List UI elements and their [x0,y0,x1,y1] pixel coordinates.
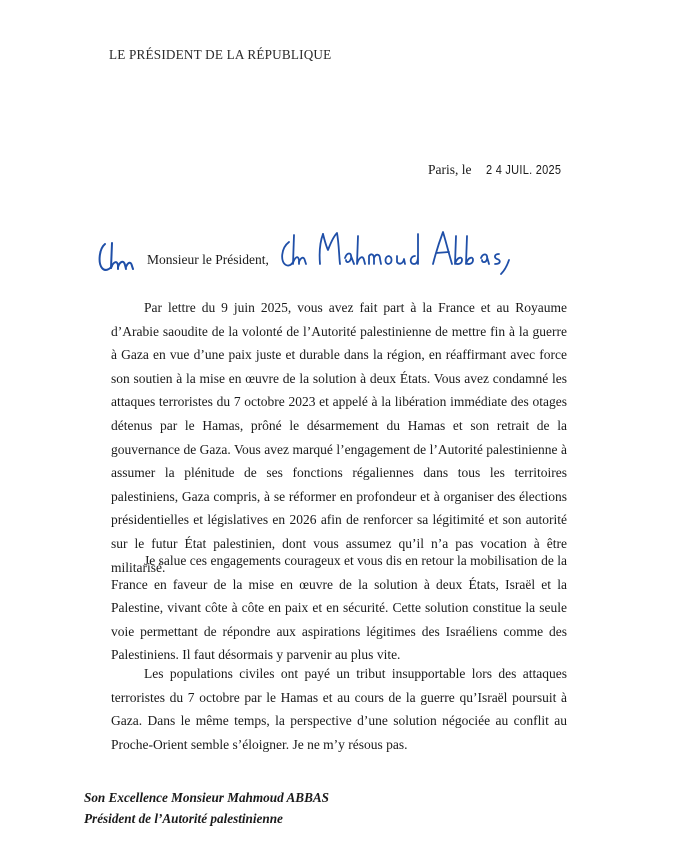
handwritten-cher-left [96,241,138,275]
salutation: Monsieur le Président, [147,252,269,267]
date-stamp: 2 4 JUIL. 2025 [485,163,561,177]
addressee-name: Son Excellence Monsieur Mahmoud ABBAS [84,790,329,805]
handwritten-greeting-right [277,220,517,276]
paragraph-2: Je salue ces engagements courageux et vous dis en retour la mobilisation de la France en faveur de la mise en œuvre de la solution à deux États, Israël et la Palestine, vivant côte à côte en paix et en sécurité. Cette solution constitue la seule voie permettant de répondre aux aspirations légitimes des Israéliens comme des Palestiniens. Il faut désormais y parvenir au plus vite. [111,553,567,663]
place-label: Paris, le [428,162,472,177]
paragraph-1: Par lettre du 9 juin 2025, vous avez fait part à la France et au Royaume d’Arabie saoudite de la volonté de l’Autorité palestinienne de mettre fin à la guerre à Gaza en vue d’une paix juste et durable dans la région, en réaffirmant avec force son soutien à la mise en œuvre de la solution à deux États. Vous avez condamné les attaques terroristes du 7 octobre 2023 et appelé à la libération immédiate des otages détenus par le Hamas, prôné le désarmement du Hamas et son retrait de la gouvernance de Gaza. Vous avez marqué l’engagement de l’Autorité palestinienne à assumer la plénitude de ses fonctions régaliennes dans tous les territoires palestiniens, Gaza compris, à se réformer en profondeur et à organiser des élections présidentielles et législatives en 2026 afin de renforcer sa légitimité et son autorité sur le futur État palestinien, dont vous assumez qu’il n’a pas vocation à être militarisé. [111,300,567,575]
date-line [428,162,571,178]
addressee-title: Président de l’Autorité palestinienne [84,811,283,826]
letterhead: LE PRÉSIDENT DE LA RÉPUBLIQUE [109,47,332,62]
paragraph-3: Les populations civiles ont payé un tribut insupportable lors des attaques terroristes du 7 octobre par le Hamas et au cours de la guerre qu’Israël poursuit à Gaza. Dans le même temps, la perspective d’une solution négociée au conflit au Proche-Orient semble s’éloigner. Je ne m’y résous pas. [111,666,567,752]
